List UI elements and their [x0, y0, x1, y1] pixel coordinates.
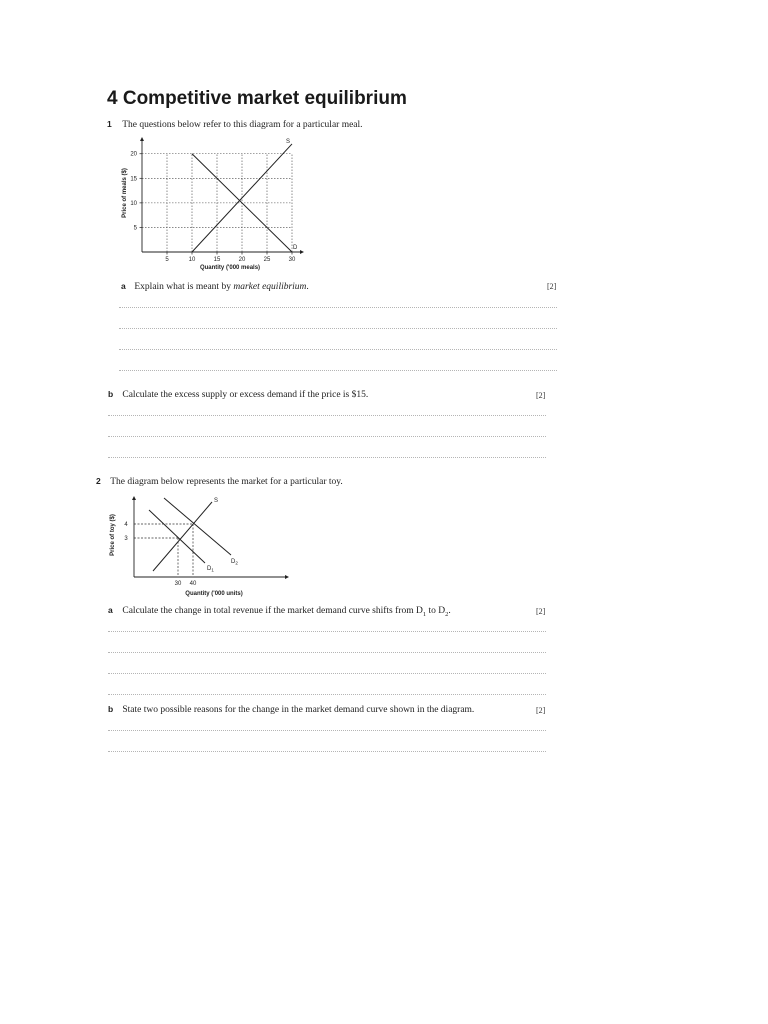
- y-tick-label: 4: [124, 522, 128, 528]
- question-text-end: .: [448, 606, 451, 616]
- x-tick-label: 40: [189, 581, 197, 587]
- y-tick-label: 20: [130, 151, 137, 158]
- y-axis-label: [122, 168, 128, 218]
- answer-line[interactable]: [108, 751, 546, 752]
- toy-market-chart: [104, 492, 304, 602]
- y-tick-label: 5: [133, 225, 137, 232]
- y-axis-arrow: [132, 496, 136, 500]
- marks-2a: [2]: [536, 607, 546, 616]
- demand-curve-d1: [149, 510, 205, 563]
- subscript: 1: [422, 610, 427, 618]
- x-tick-label: 5: [165, 257, 169, 263]
- x-axis-arrow: [300, 250, 304, 254]
- question-text-end: .: [306, 282, 309, 292]
- question-number: 2: [96, 476, 101, 486]
- question-number: 1: [107, 119, 112, 129]
- marks-2b: [2]: [536, 706, 546, 715]
- marks-1b: [2]: [536, 391, 546, 400]
- y-axis-label: [110, 514, 116, 556]
- meal-market-chart: [112, 135, 312, 275]
- y-tick-label: 10: [130, 200, 137, 207]
- question-1b: [108, 389, 368, 400]
- answer-line[interactable]: [119, 328, 557, 329]
- answer-line[interactable]: [108, 673, 546, 674]
- supply-curve-label: S: [214, 498, 219, 504]
- answer-line[interactable]: [108, 436, 546, 437]
- answer-line[interactable]: [108, 631, 546, 632]
- question-text: Calculate the excess supply or excess demand if the price is $15.: [122, 390, 369, 400]
- x-axis-title: Quantity ('000 meals): [199, 265, 261, 271]
- question-text: The diagram below represents the market for a particular toy.: [110, 477, 343, 487]
- answer-line[interactable]: [108, 652, 546, 653]
- x-tick-label: 30: [174, 581, 182, 587]
- x-tick-label: 20: [238, 257, 246, 263]
- y-axis-arrow: [140, 137, 144, 141]
- question-letter: b: [108, 389, 114, 399]
- tick-labels: [130, 152, 296, 263]
- question-2a: [108, 605, 451, 618]
- question-letter: a: [121, 281, 126, 291]
- question-2-intro: [96, 476, 343, 487]
- x-axis-title: Quantity ('000 units): [185, 591, 243, 597]
- x-tick-label: 15: [213, 257, 221, 263]
- x-tick-label: 10: [188, 257, 196, 263]
- answer-line[interactable]: [108, 415, 546, 416]
- x-axis-arrow: [285, 575, 289, 579]
- question-text-start: Calculate the change in total revenue if the market demand curve shifts from D: [122, 606, 423, 616]
- key-term: market equilibrium: [233, 282, 307, 292]
- x-tick-label: 30: [288, 257, 296, 263]
- y-tick-label: 15: [130, 176, 137, 183]
- answer-line[interactable]: [119, 349, 557, 350]
- y-axis-title: Price of meals ($): [122, 168, 128, 218]
- question-1a: [121, 281, 309, 292]
- answer-line[interactable]: [108, 694, 546, 695]
- question-1-intro: [107, 119, 363, 130]
- demand-curve-d1-label: $D_1$: [207, 566, 214, 573]
- question-text: State two possible reasons for the change in the market demand curve shown in the diagram.: [122, 705, 475, 715]
- answer-line[interactable]: [108, 457, 546, 458]
- supply-curve-label: S: [286, 138, 291, 145]
- question-text: The questions below refer to this diagram for a particular meal.: [122, 120, 363, 130]
- demand-curve-label: D: [293, 245, 298, 251]
- subscript: 2: [445, 610, 449, 618]
- marks-1a: [2]: [547, 282, 557, 291]
- page-title: 4 Competitive market equilibrium: [107, 88, 407, 109]
- question-text-mid: to D: [426, 606, 446, 616]
- question-letter: a: [108, 605, 113, 615]
- x-tick-label: 25: [263, 257, 271, 263]
- answer-line[interactable]: [119, 370, 557, 371]
- answer-line[interactable]: [108, 730, 546, 731]
- question-letter: b: [108, 704, 114, 714]
- y-tick-label: 3: [124, 536, 128, 542]
- answer-line[interactable]: [119, 307, 557, 308]
- y-axis-title: Price of toy ($): [110, 514, 116, 556]
- demand-curve-d2-label: $D_2$: [231, 559, 238, 566]
- question-2b: [108, 704, 474, 715]
- question-text-start: Explain what is meant by: [134, 282, 234, 292]
